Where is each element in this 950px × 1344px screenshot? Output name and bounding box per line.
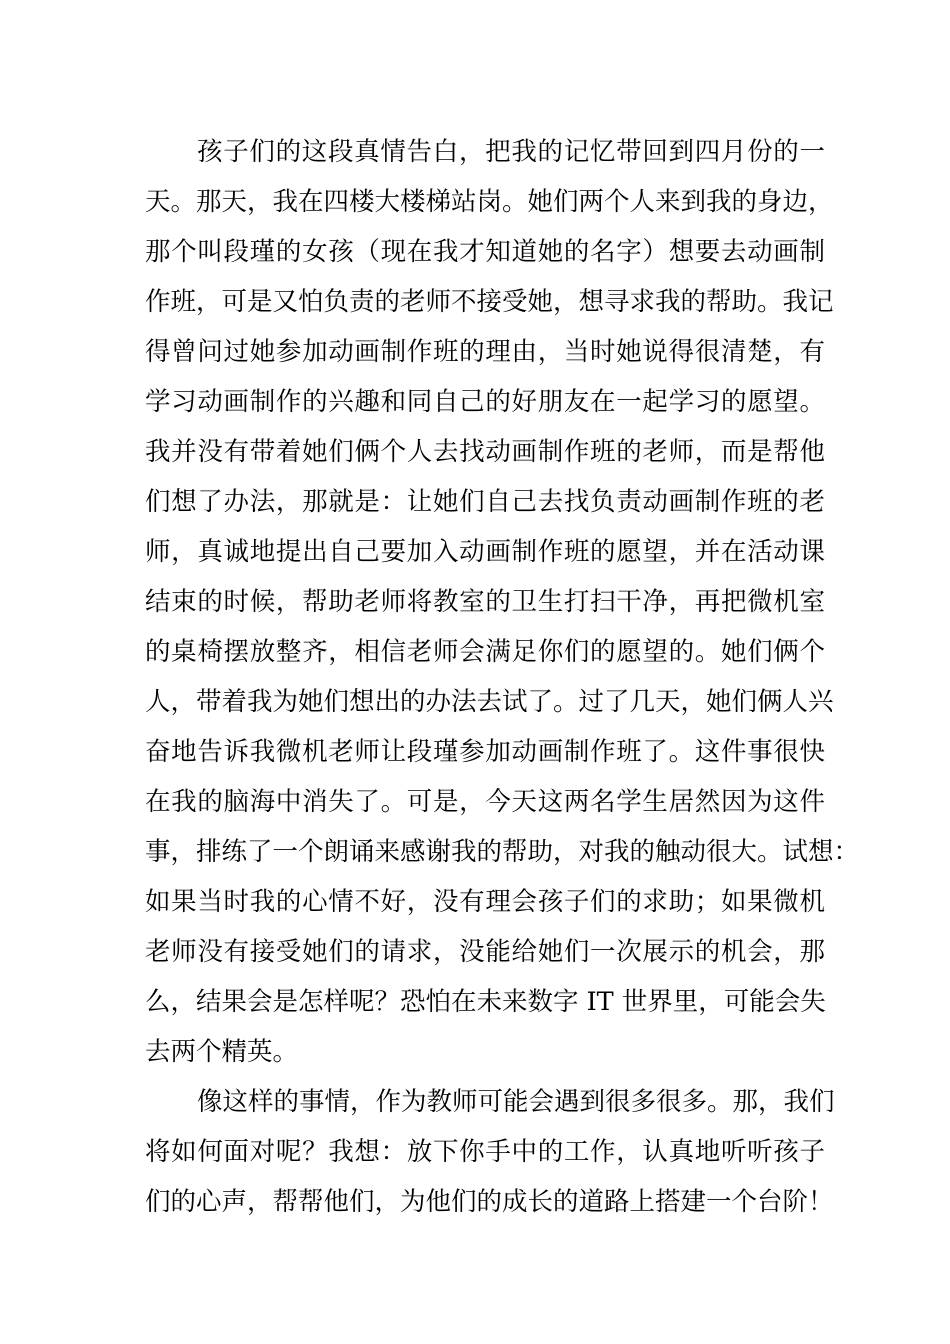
text-line: 如果当时我的心情不好，没有理会孩子们的求助；如果微机: [145, 887, 825, 917]
text-line: 奋地告诉我微机老师让段瑾参加动画制作班了。这件事很快: [145, 737, 825, 767]
text-line: 天。那天，我在四楼大楼梯站岗。她们两个人来到我的身边，: [145, 187, 834, 217]
document-body: [145, 127, 860, 1227]
text-line: 结束的时候，帮助老师将教室的卫生打扫干净，再把微机室: [145, 587, 825, 617]
text-line: 师，真诚地提出自己要加入动画制作班的愿望，并在活动课: [145, 537, 825, 567]
text-line: 老师没有接受她们的请求，没能给她们一次展示的机会，那: [145, 937, 825, 967]
text-line: 孩子们的这段真情告白，把我的记忆带回到四月份的一: [197, 137, 825, 167]
text-line: 像这样的事情，作为教师可能会遇到很多很多。那，我们: [197, 1087, 835, 1117]
text-line: 人，带着我为她们想出的办法去试了。过了几天，她们俩人兴: [145, 687, 834, 717]
text-line: 学习动画制作的兴趣和同自己的好朋友在一起学习的愿望。: [145, 387, 825, 417]
text-line: 们的心声，帮帮他们，为他们的成长的道路上搭建一个台阶！: [145, 1187, 834, 1217]
text-line: 们想了办法，那就是：让她们自己去找负责动画制作班的老: [145, 487, 825, 517]
text-line: 在我的脑海中消失了。可是，今天这两名学生居然因为这件: [145, 787, 825, 817]
text-line: 将如何面对呢？我想：放下你手中的工作，认真地听听孩子: [145, 1137, 825, 1167]
text-line: 得曾问过她参加动画制作班的理由，当时她说得很清楚，有: [145, 337, 825, 367]
text-line: 作班，可是又怕负责的老师不接受她，想寻求我的帮助。我记: [145, 287, 834, 317]
text-line: 那个叫段瑾的女孩（现在我才知道她的名字）想要去动画制: [145, 237, 825, 267]
text-line: 么，结果会是怎样呢？恐怕在未来数字 IT 世界里，可能会失: [145, 987, 826, 1017]
text-line: 我并没有带着她们俩个人去找动画制作班的老师，而是帮他: [145, 437, 825, 467]
paragraph-2: [145, 1077, 835, 1227]
paragraph-1: [145, 127, 860, 1077]
text-line: 的桌椅摆放整齐，相信老师会满足你们的愿望的。她们俩个: [145, 637, 825, 667]
text-line: 去两个精英。: [145, 1037, 299, 1067]
text-line: 事，排练了一个朗诵来感谢我的帮助，对我的触动很大。试想：: [145, 837, 860, 867]
